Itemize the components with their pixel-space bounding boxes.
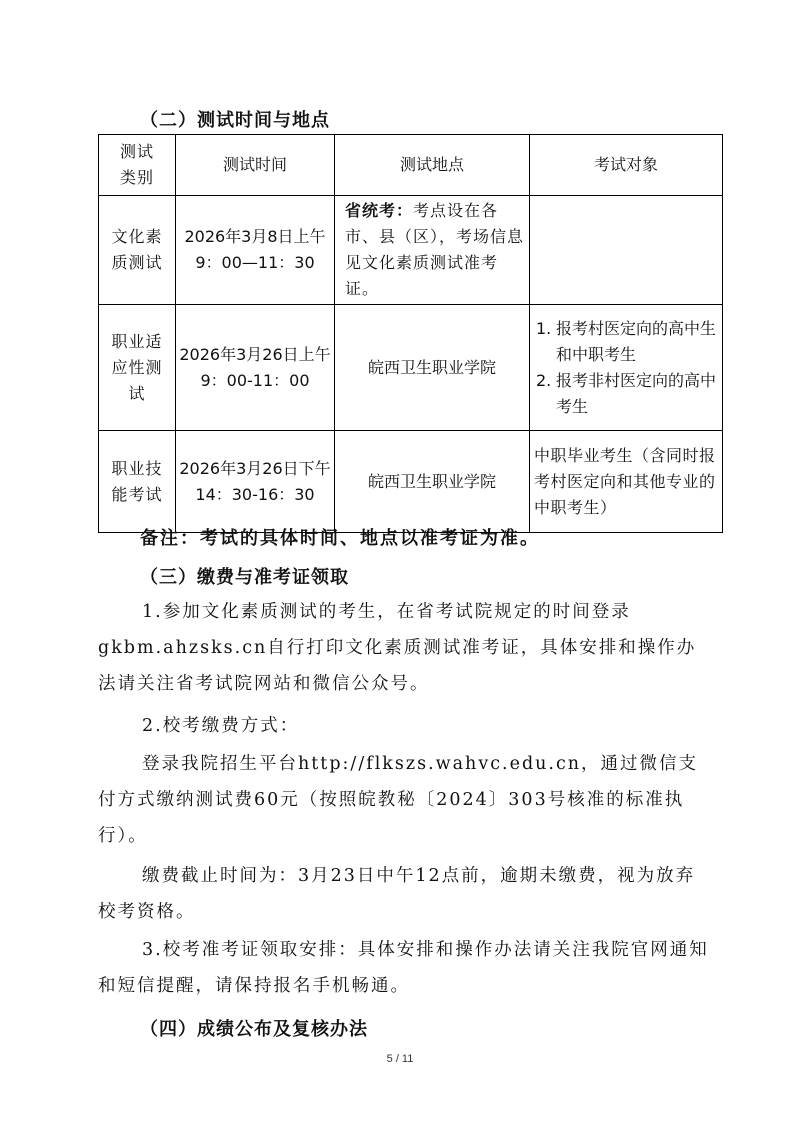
category-line: 质测试 <box>111 253 163 272</box>
category-line: 应性测 <box>111 357 163 377</box>
category-line: 文化素 <box>111 227 163 246</box>
time-line: 2026年3月8日上午 <box>184 227 326 246</box>
location-text: 考点设在各市、县（区），考场信息见文化素质测试准考证。 <box>345 201 525 298</box>
paragraph-text: 1.参加文化素质测试的考生，在省考试院规定的时间登录gkbm.ahzsks.cn自行打印文化素质测试准考证，具体安排和操作办法请关注省考试院网站和微信公众号。 <box>98 602 697 694</box>
list-item <box>536 368 720 420</box>
time-line: 14：30-16：30 <box>195 484 315 504</box>
table-row <box>99 305 723 431</box>
time-line: 2026年3月26日上午 <box>179 344 331 364</box>
page-number: 5 / 11 <box>386 1053 414 1065</box>
header-category <box>99 135 176 196</box>
paragraph-text: 缴费截止时间为：3月23日中午12点前，逾期未缴费，视为放弃校考资格。 <box>98 866 696 922</box>
list-number: 1. <box>536 318 552 338</box>
section-heading-test-time-place: （二）测试时间与地点 <box>140 110 330 131</box>
list-number: 2. <box>536 370 552 390</box>
target-cell <box>530 196 723 305</box>
paragraph-fee-deadline <box>98 858 710 930</box>
paragraph-ticket-pickup <box>98 932 710 1004</box>
paragraph-fee-platform <box>98 746 710 854</box>
target-cell <box>530 305 723 431</box>
location-cell <box>335 196 530 305</box>
time-cell <box>176 431 335 533</box>
list-item <box>536 316 720 368</box>
category-line: 能考试 <box>111 484 163 504</box>
paragraph-text: 3.校考准考证领取安排：具体安排和操作办法请关注我院官网通知和短信提醒，请保持报名手机畅通。 <box>98 940 709 996</box>
time-cell <box>176 305 335 431</box>
paragraph-fee-method <box>98 708 710 744</box>
table-row <box>99 196 723 305</box>
location-bold-label: 省统考： <box>345 201 414 220</box>
category-cell <box>99 305 176 431</box>
category-cell <box>99 431 176 533</box>
list-text: 报考非村医定向的高中考生 <box>556 370 717 416</box>
time-cell <box>176 196 335 305</box>
header-time: 测试时间 <box>176 135 335 196</box>
section-heading-score-release: （四）成绩公布及复核办法 <box>140 1019 368 1040</box>
table-note: 备注：考试的具体时间、地点以准考证为准。 <box>140 528 540 549</box>
category-line: 职业技 <box>111 458 163 478</box>
section-heading-fees-admission: （三）缴费与准考证领取 <box>140 567 349 588</box>
list-text: 报考村医定向的高中生和中职考生 <box>556 318 717 364</box>
table-row <box>99 431 723 533</box>
time-line: 9：00-11：00 <box>200 370 310 390</box>
location-cell: 皖西卫生职业学院 <box>335 431 530 533</box>
paragraph-admission-ticket <box>98 594 710 702</box>
category-line: 试 <box>128 383 146 403</box>
paragraph-text: 2.校考缴费方式： <box>142 716 300 736</box>
category-cell <box>99 196 176 305</box>
header-category-line: 类别 <box>119 168 154 187</box>
target-cell: 中职毕业考生（含同时报考村医定向和其他专业的中职考生） <box>530 431 723 533</box>
time-line: 2026年3月26日下午 <box>179 458 331 478</box>
time-line: 9：00—11：30 <box>195 253 315 272</box>
location-cell: 皖西卫生职业学院 <box>335 305 530 431</box>
header-category-line: 测试 <box>119 142 154 161</box>
test-schedule-table <box>98 134 723 533</box>
header-target: 考试对象 <box>530 135 723 196</box>
header-location: 测试地点 <box>335 135 530 196</box>
category-line: 职业适 <box>111 331 163 351</box>
table-header-row <box>99 135 723 196</box>
paragraph-text: 登录我院招生平台http://flkszs.wahvc.edu.cn，通过微信支付方式缴纳测试费60元（按照皖教秘〔2024〕303号核准的标准执行）。 <box>98 754 699 846</box>
